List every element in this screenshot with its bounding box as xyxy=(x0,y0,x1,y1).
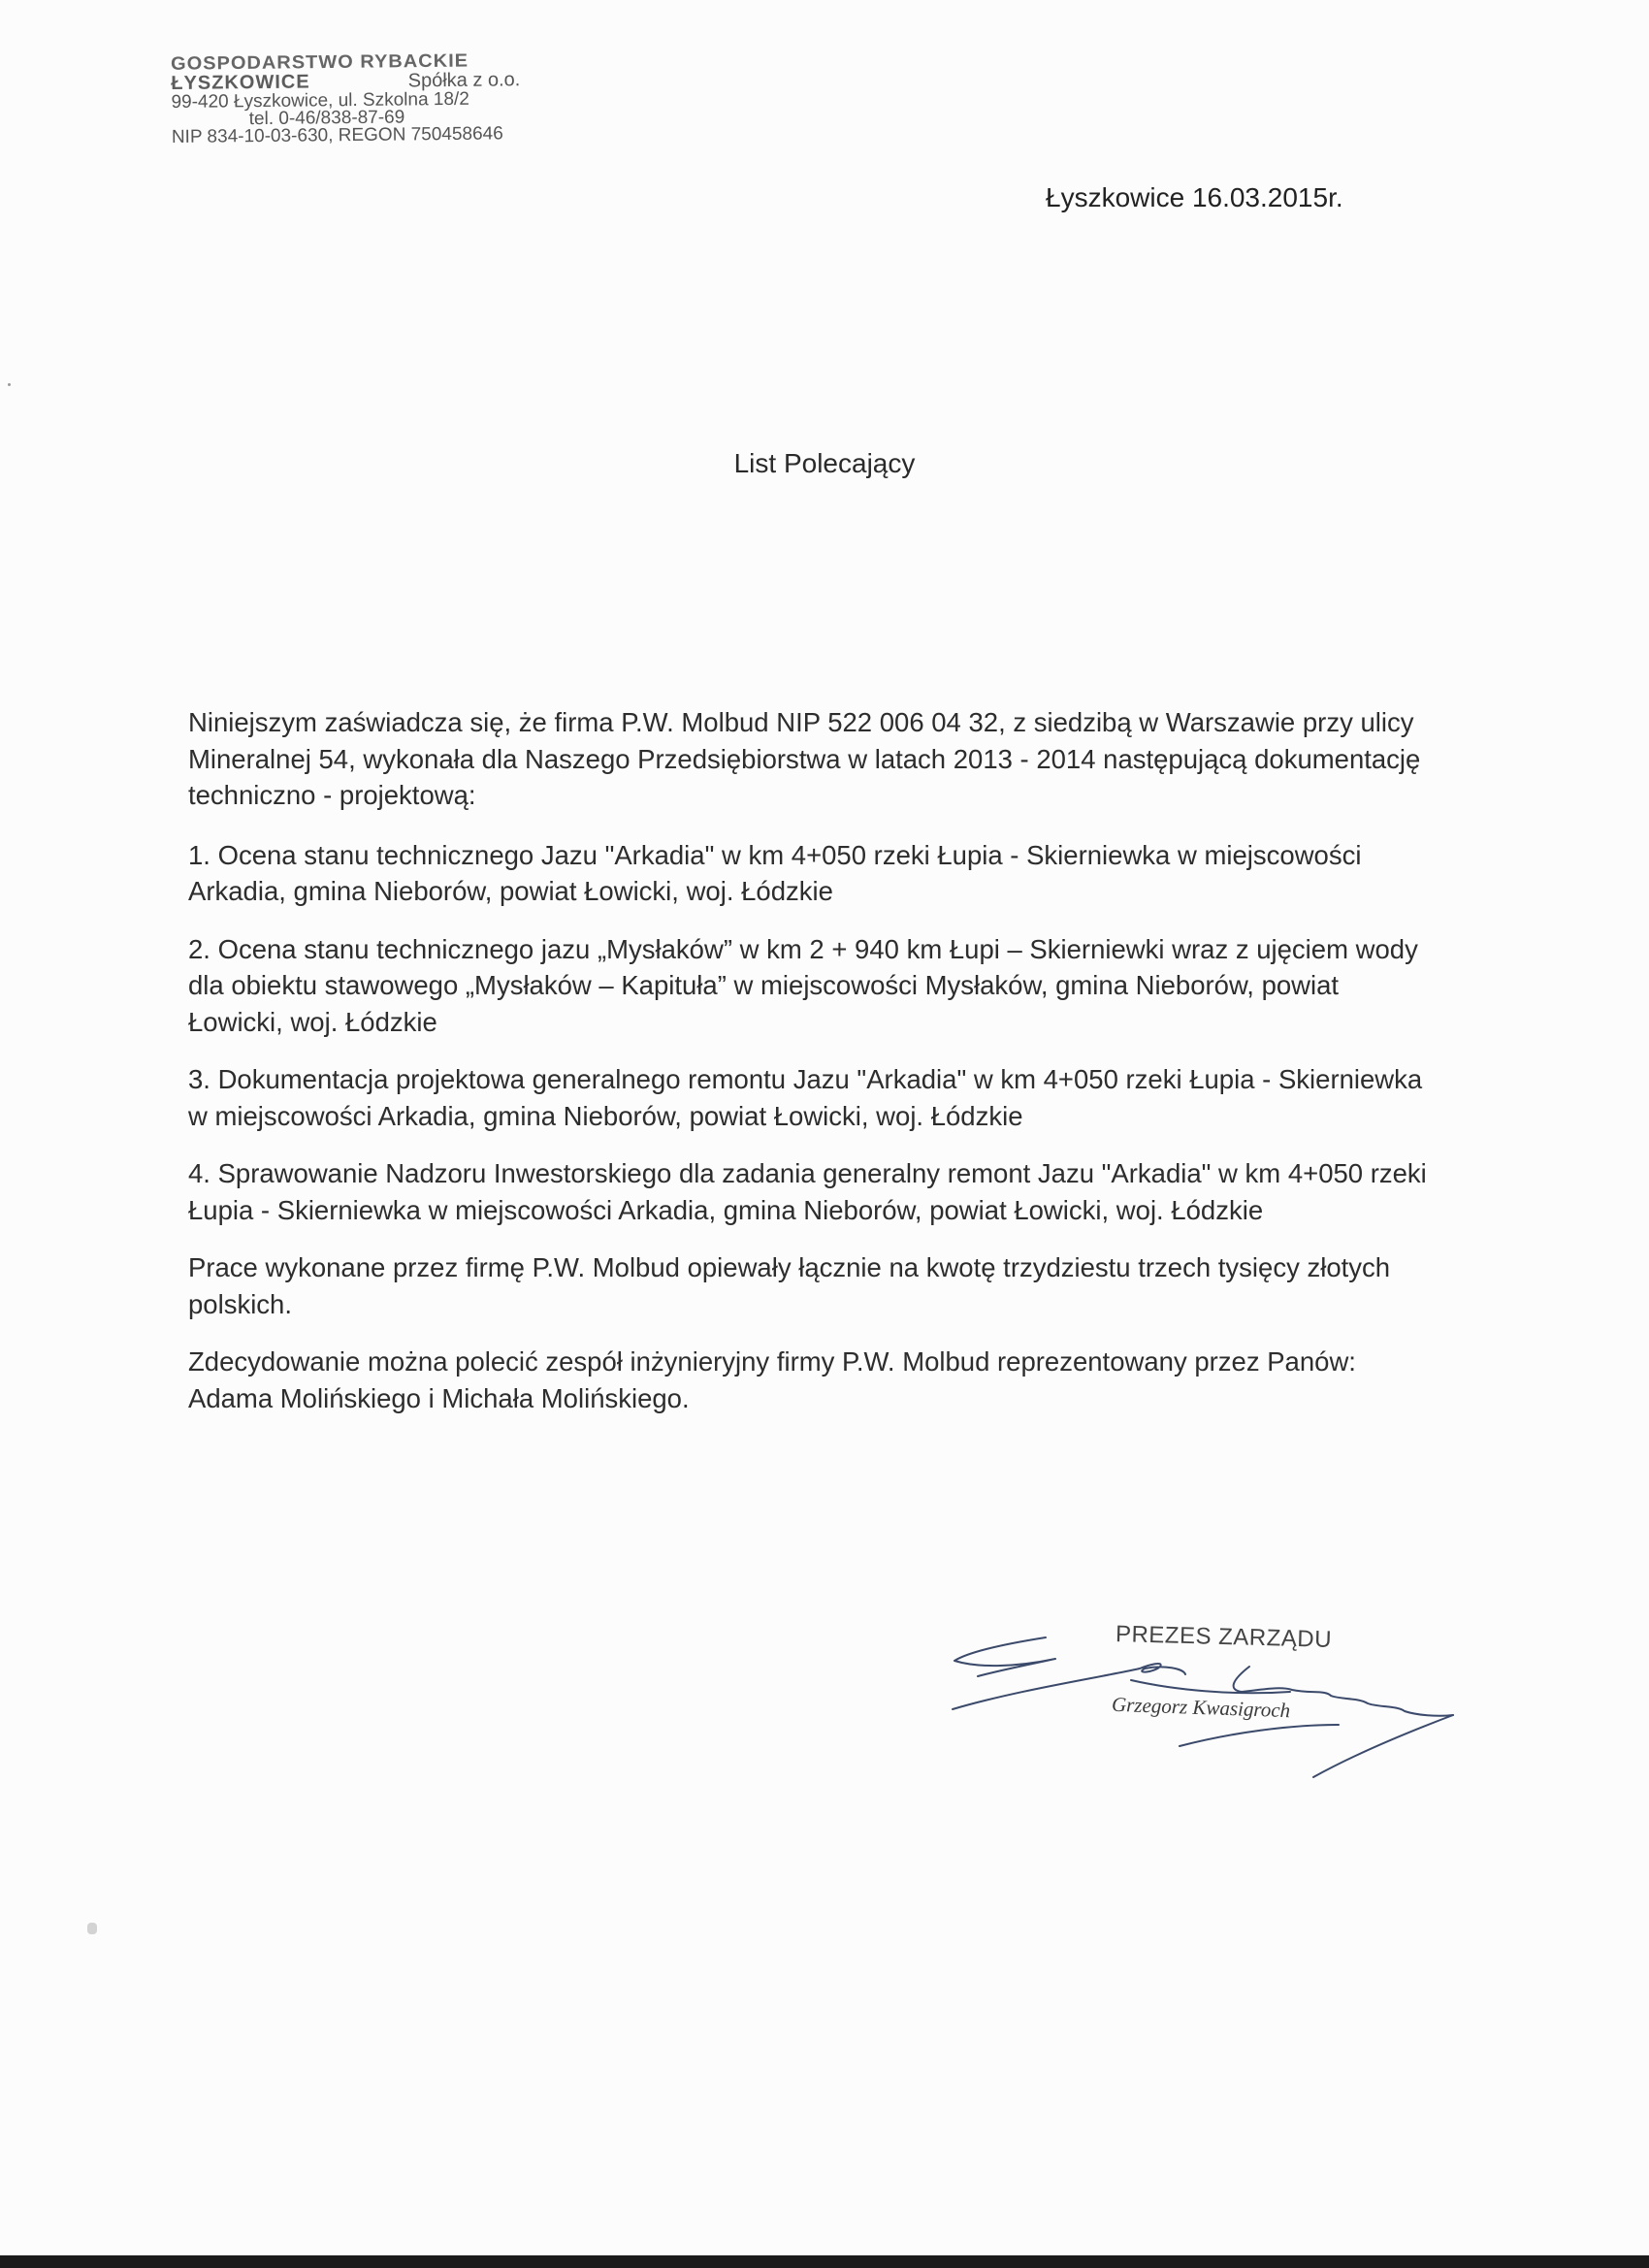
signature-role: PREZES ZARZĄDU xyxy=(1115,1621,1333,1653)
letter-title: List Polecający xyxy=(733,448,916,478)
intro-paragraph: Niniejszym zaświadcza się, że firma P.W. Molbud NIP 522 006 04 32, z siedzibą w Warszawie przy ulicy Mineralnej 54, wykonała dla Naszego Przedsiębiorstwa w latach 2013 - 2014 następującą dokumentację techniczno - projektową: xyxy=(188,707,1421,810)
scan-speck xyxy=(8,383,11,386)
signature-stroke xyxy=(1180,1725,1339,1746)
stamp-company-form: Spółka z o.o. xyxy=(407,69,521,92)
list-item: 3. Dokumentacja projektowa generalnego remontu Jazu "Arkadia" w km 4+050 rzeki Łupia - Skierniewka w miejscowości Arkadia, gmina Nieborów, powiat Łowicki, woj. Łódzkie xyxy=(188,1064,1423,1131)
place-date: Łyszkowice 16.03.2015r. xyxy=(1046,182,1343,212)
company-stamp xyxy=(171,50,531,147)
stamp-phone: tel. 0-46/838-87-69 xyxy=(248,107,405,130)
handwritten-signature xyxy=(941,1610,1542,1804)
signature-name: Grzegorz Kwasigroch xyxy=(1111,1692,1291,1723)
scan-speck xyxy=(87,1923,97,1934)
stamp-company-place: ŁYSZKOWICE xyxy=(171,71,310,94)
letter-body xyxy=(188,704,1430,1438)
stamp-company-name: GOSPODARSTWO RYBACKIE xyxy=(170,50,469,75)
signature-block xyxy=(941,1610,1542,1804)
list-item: 4. Sprawowanie Nadzoru Inwestorskiego dla zadania generalny remont Jazu "Arkadia" w km 4+050 rzeki Łupia - Skierniewka w miejscowości Arkadia, gmina Nieborów, powiat Łowicki, woj. Łódzkie xyxy=(188,1158,1427,1225)
signature-stroke xyxy=(954,1637,1055,1676)
list-item: 2. Ocena stanu technicznego jazu „Mysłaków” w km 2 + 940 km Łupi – Skierniewki wraz z ujęciem wody dla obiektu stawowego „Mysłaków – Kapituła” w miejscowości Mysłaków, gmina Nieborów, powiat Łowicki, woj. Łódzkie xyxy=(188,933,1418,1037)
list-item: 1. Ocena stanu technicznego Jazu "Arkadia" w km 4+050 rzeki Łupia - Skierniewka w miejscowości Arkadia, gmina Nieborów, powiat Łowicki, woj. Łódzkie xyxy=(188,839,1362,906)
value-paragraph: Prace wykonane przez firmę P.W. Molbud opiewały łącznie na kwotę trzydziestu trzech tysięcy złotych polskich. xyxy=(188,1252,1391,1319)
scanner-edge xyxy=(0,2255,1649,2268)
stamp-address: 99-420 Łyszkowice, ul. Szkolna 18/2 xyxy=(171,88,469,113)
stamp-ids: NIP 834-10-03-630, REGON 750458646 xyxy=(171,123,503,147)
signature-stroke xyxy=(953,1664,1185,1709)
signature-stroke xyxy=(1234,1667,1453,1716)
recommendation-paragraph: Zdecydowanie można polecić zespół inżynieryjny firmy P.W. Molbud reprezentowany przez Panów: Adama Molińskiego i Michała Molińskiego. xyxy=(188,1346,1356,1413)
signature-stroke xyxy=(1131,1680,1290,1693)
